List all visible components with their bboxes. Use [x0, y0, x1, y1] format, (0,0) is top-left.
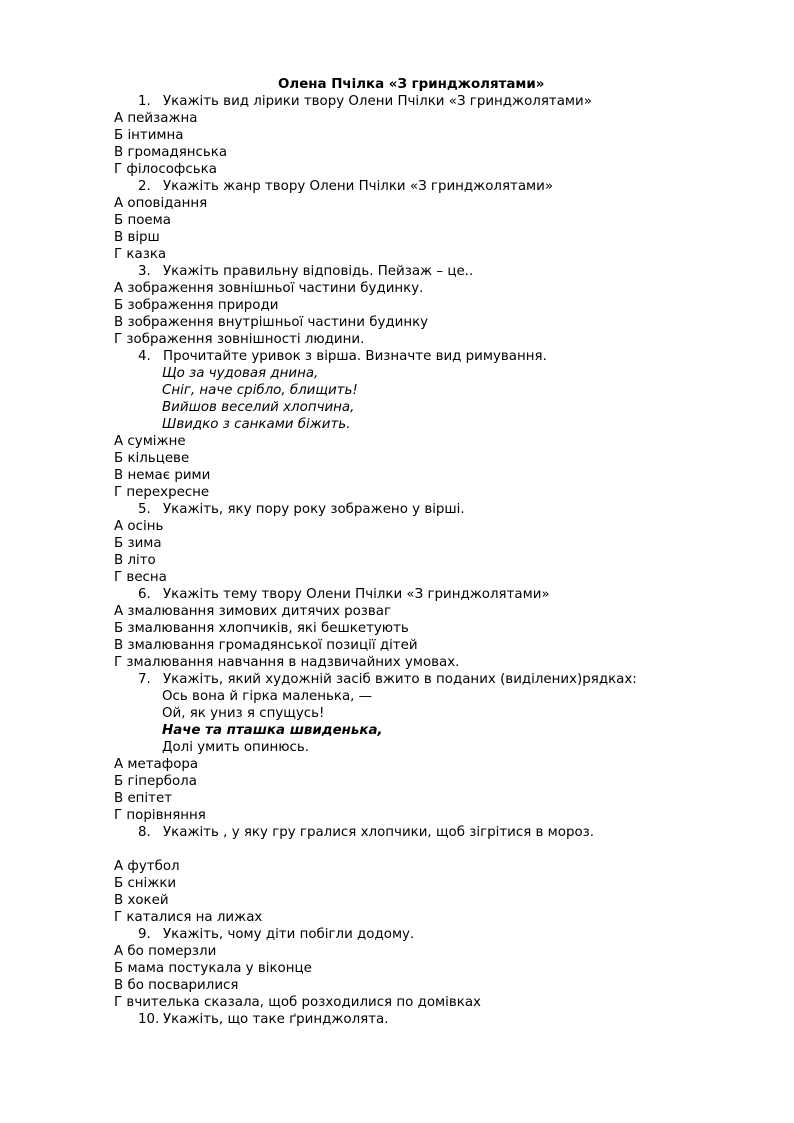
question-7	[114, 671, 714, 688]
option-d: Г казка	[114, 247, 167, 262]
option-c: В зображення внутрішньої частини будинку	[114, 315, 429, 330]
option-d: Г порівняння	[114, 808, 206, 823]
option-b: Б сніжки	[114, 876, 177, 891]
question-number: 3.	[138, 264, 151, 279]
page-title: Олена Пчілка «З гринджолятами»	[278, 77, 545, 92]
question-3	[114, 263, 714, 280]
option-a: А метафора	[114, 757, 199, 772]
option-a: А бо померзли	[114, 944, 217, 959]
option-b: Б кільцеве	[114, 451, 190, 466]
question-2	[114, 178, 714, 195]
option-d: Г змалювання навчання в надзвичайних умовах.	[114, 655, 460, 670]
question-text: Укажіть , у яку гру гралися хлопчики, щоб зігрітися в мороз.	[163, 825, 595, 840]
verse-line: Долі умить опинюсь.	[162, 740, 310, 755]
option-b: Б зима	[114, 536, 162, 551]
option-d: Г вчителька сказала, щоб розходилися по домівках	[114, 995, 481, 1010]
option-a: А осінь	[114, 519, 164, 534]
question-5	[114, 501, 714, 518]
verse-line: Ось вона й гірка маленька, —	[162, 689, 373, 704]
option-a: А суміжне	[114, 434, 186, 449]
option-a: А зображення зовнішньої частини будинку.	[114, 281, 424, 296]
question-number: 5.	[138, 502, 151, 517]
question-10	[114, 1011, 714, 1028]
question-number: 4.	[138, 349, 151, 364]
blank-line	[114, 841, 714, 858]
verse-line: Що за чудовая днина,	[162, 366, 319, 381]
question-number: 9.	[138, 927, 151, 942]
question-text: Укажіть, чому діти побігли додому.	[163, 927, 415, 942]
question-9	[114, 926, 714, 943]
verse-line: Швидко з санками біжить.	[162, 417, 351, 432]
option-d: Г перехресне	[114, 485, 210, 500]
question-4	[114, 348, 714, 365]
option-b: Б інтимна	[114, 128, 184, 143]
option-c: В громадянська	[114, 145, 228, 160]
question-number: 8.	[138, 825, 151, 840]
question-number: 10.	[138, 1012, 160, 1027]
question-text: Прочитайте уривок з вірша. Визначте вид римування.	[163, 349, 547, 364]
option-c: В немає рими	[114, 468, 211, 483]
option-c: В хокей	[114, 893, 169, 908]
option-b: Б поема	[114, 213, 171, 228]
question-text: Укажіть правильну відповідь. Пейзаж – це..	[163, 264, 474, 279]
question-8	[114, 824, 714, 841]
question-6	[114, 586, 714, 603]
question-text: Укажіть, який художній засіб вжито в поданих (виділених)рядках:	[163, 672, 637, 687]
question-text: Укажіть вид лірики твору Олени Пчілки «З гринджолятами»	[163, 94, 592, 109]
option-d: Г весна	[114, 570, 167, 585]
verse-line: Вийшов веселий хлопчина,	[162, 400, 355, 415]
question-text: Укажіть тему твору Олени Пчілки «З гринджолятами»	[163, 587, 550, 602]
option-a: А змалювання зимових дитячих розваг	[114, 604, 392, 619]
option-a: А футбол	[114, 859, 180, 874]
verse-line-highlighted: Наче та пташка швиденька,	[162, 723, 383, 738]
question-text: Укажіть жанр твору Олени Пчілки «З гринджолятами»	[163, 179, 554, 194]
verse-excerpt	[114, 365, 714, 433]
option-c: В епітет	[114, 791, 172, 806]
option-c: В бо посварилися	[114, 978, 239, 993]
option-b: Б зображення природи	[114, 298, 279, 313]
option-c: В вірш	[114, 230, 160, 245]
option-a: А оповідання	[114, 196, 208, 211]
verse-line: Ой, як униз я спущусь!	[162, 706, 325, 721]
question-text: Укажіть, що таке ґринджолята.	[163, 1012, 389, 1027]
option-d: Г каталися на лижах	[114, 910, 263, 925]
option-b: Б мама постукала у віконце	[114, 961, 312, 976]
option-c: В змалювання громадянської позиції дітей	[114, 638, 418, 653]
option-d: Г філософська	[114, 162, 217, 177]
question-text: Укажіть, яку пору року зображено у вірші.	[163, 502, 465, 517]
verse-excerpt	[114, 688, 714, 756]
option-a: А пейзажна	[114, 111, 198, 126]
question-number: 1.	[138, 94, 151, 109]
option-d: Г зображення зовнішності людини.	[114, 332, 365, 347]
option-b: Б змалювання хлопчиків, які бешкетують	[114, 621, 409, 636]
option-b: Б гіпербола	[114, 774, 197, 789]
verse-line: Сніг, наче срібло, блищить!	[162, 383, 358, 398]
question-number: 6.	[138, 587, 151, 602]
option-c: В літо	[114, 553, 156, 568]
question-number: 7.	[138, 672, 151, 687]
question-number: 2.	[138, 179, 151, 194]
document-content	[114, 76, 714, 1028]
question-1	[114, 93, 714, 110]
